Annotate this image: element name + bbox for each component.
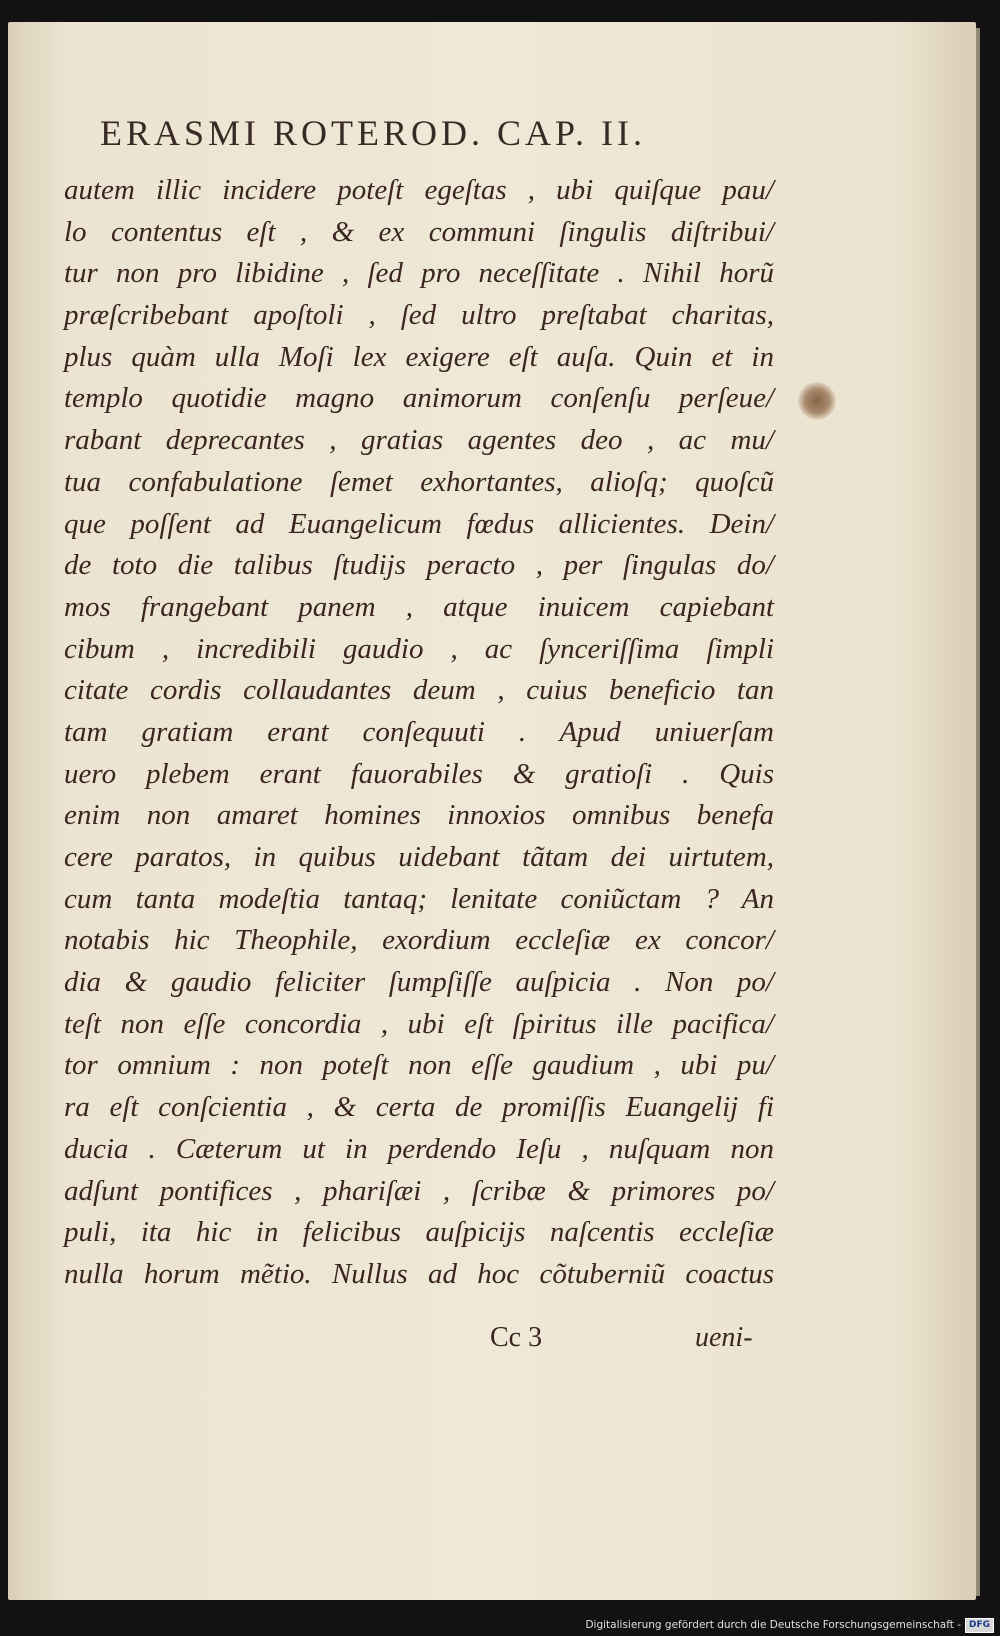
text-line: præſcribebant apoſtoli , ſed ultro preſtabat charitas, xyxy=(64,299,774,332)
text-line: citate cordis collaudantes deum , cuius beneficio tan xyxy=(64,674,774,707)
text-line: lo contentus eſt , & ex communi ſingulis diſtribui/ xyxy=(64,215,774,248)
text-line: cum tanta modeſtia tantaq; lenitate coniũctam ? An xyxy=(64,882,774,915)
text-line: enim non amaret homines innoxios omnibus benefa xyxy=(64,799,774,832)
text-line: notabis hic Theophile, exordium eccleſiæ ex concor/ xyxy=(64,924,774,957)
text-line: plus quàm ulla Moſi lex exigere eſt auſa. Quin et in xyxy=(64,340,774,373)
text-line: autem illic incidere poteſt egeſtas , ubi quiſque pau/ xyxy=(64,174,774,206)
text-line: ducia . Cæterum ut in perdendo Ieſu , nuſquam non xyxy=(64,1132,774,1165)
text-line: tam gratiam erant conſequuti . Apud uniuerſam xyxy=(64,715,774,748)
paper-stain xyxy=(798,382,836,420)
text-line: cibum , incredibili gaudio , ac ſynceriſſima ſimpli xyxy=(64,632,774,665)
running-head: ERASMI ROTEROD. CAP. II. xyxy=(100,113,647,153)
text-line: que poſſent ad Euangelicum fœdus allicientes. Dein/ xyxy=(64,507,774,540)
text-line: ra eſt conſcientia , & certa de promiſſis Euangelij fi xyxy=(64,1091,774,1124)
credit-text: Digitalisierung gefördert durch die Deutsche Forschungsgemeinschaft - xyxy=(585,1619,961,1631)
text-line: teſt non eſſe concordia , ubi eſt ſpiritus ille pacifica/ xyxy=(64,1007,774,1040)
digitization-credit xyxy=(585,1616,994,1634)
text-line: dia & gaudio feliciter ſumpſiſſe auſpicia . Non po/ xyxy=(64,966,774,999)
signature-mark: Cc 3 xyxy=(490,1322,543,1353)
text-line: tua confabulatione ſemet exhortantes, alioſq; quoſcũ xyxy=(64,465,774,498)
text-line: uero plebem erant fauorabiles & gratioſi . Quis xyxy=(64,757,774,790)
text-line: tor omnium : non poteſt non eſſe gaudium , ubi pu/ xyxy=(64,1049,774,1082)
body-text xyxy=(64,170,774,1296)
text-line: mos frangebant panem , atque inuicem capiebant xyxy=(64,590,774,623)
text-line: templo quotidie magno animorum conſenſu perſeue/ xyxy=(64,382,774,415)
text-line: adſunt pontifices , phariſæi , ſcribæ & primores po/ xyxy=(64,1174,774,1207)
dfg-logo-icon: DFG xyxy=(965,1618,994,1633)
text-line: tur non pro libidine , ſed pro neceſſitate . Nihil horũ xyxy=(64,257,774,290)
text-line: de toto die talibus ſtudijs peracto , per ſingulas do/ xyxy=(64,549,774,582)
text-line: rabant deprecantes , gratias agentes deo , ac mu/ xyxy=(64,424,774,457)
text-line: puli, ita hic in felicibus auſpicijs naſcentis eccleſiæ xyxy=(64,1216,774,1249)
text-line: cere paratos, in quibus uidebant tãtam dei uirtutem, xyxy=(64,841,774,873)
text-line: nulla horum mẽtio. Nullus ad hoc cõtuberniũ coactus xyxy=(64,1257,774,1290)
catchword: ueni- xyxy=(695,1322,753,1353)
